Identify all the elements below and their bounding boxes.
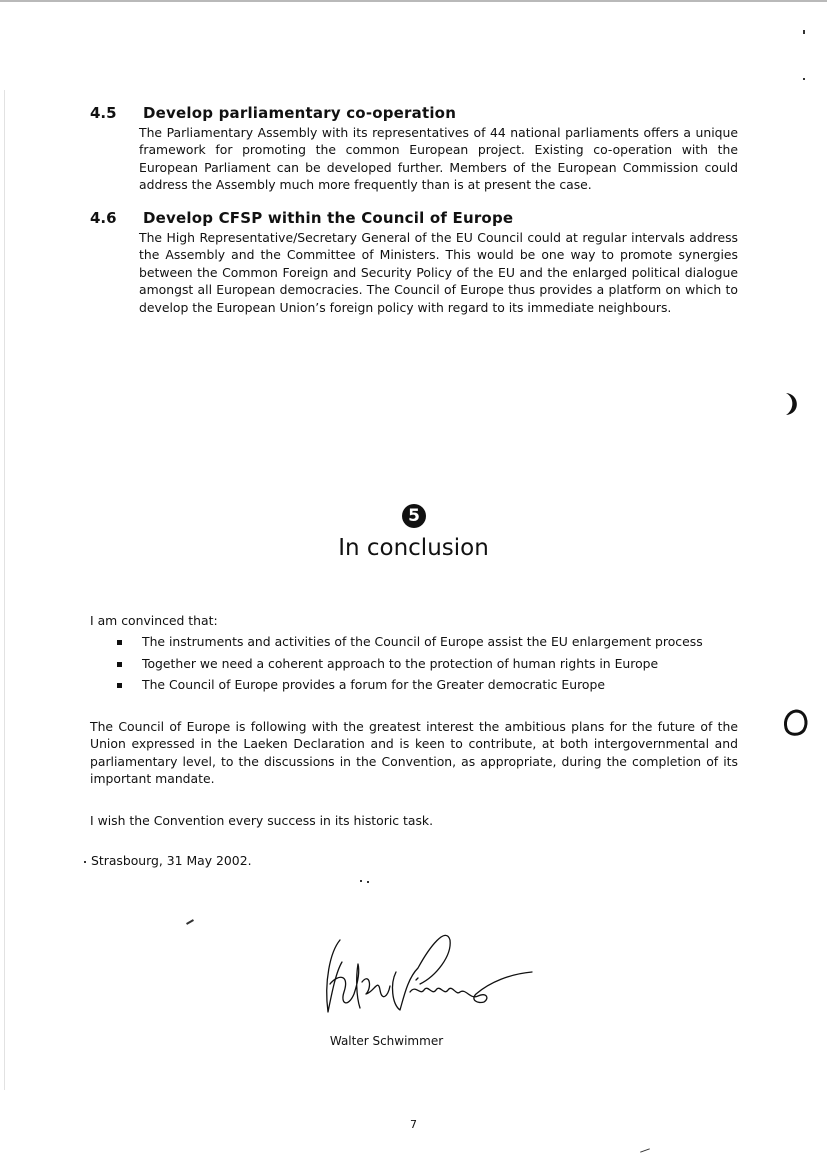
section-number: 4.6 (90, 209, 117, 227)
scan-speck (803, 78, 805, 80)
conclusion-paragraph-1: The Council of Europe is following with the greatest interest the ambitious plans for the future of the Union expressed in the Laeken Declaration and is keen to contribute, at both intergovernmental and parliamentary level, to the discussions in the Convention, as appropriate, during the completion of its important mandate. (90, 719, 738, 787)
scan-speck (360, 880, 362, 882)
handwritten-signature (300, 912, 540, 1027)
scan-speck (84, 861, 86, 863)
conclusion-paragraph-2: I wish the Convention every success in its historic task. (90, 813, 434, 828)
scan-speck (640, 1148, 650, 1152)
bullet-square-icon (117, 662, 122, 667)
conclusion-title: In conclusion (338, 535, 489, 561)
scan-speck (367, 881, 369, 883)
section-number: 4.5 (90, 104, 117, 122)
list-item (116, 655, 703, 677)
scan-speck (803, 30, 805, 34)
bullet-square-icon (117, 683, 122, 688)
section-title: Develop CFSP within the Council of Europe (143, 209, 514, 227)
signatory-name-wrapper (0, 1034, 827, 1048)
dateline: Strasbourg, 31 May 2002. (91, 853, 252, 868)
punch-hole-icon (780, 390, 804, 418)
section-body: The Parliamentary Assembly with its representatives of 44 national parliaments offers a unique framework for promoting the common European project. Existing co-operation with the European Parliament can be developed further. Members of the European Commission could address the Assembly much more frequently than is at present the case. (139, 125, 738, 193)
list-item (116, 676, 703, 698)
scan-top-edge (0, 0, 827, 2)
bullet-square-icon (117, 640, 122, 645)
section-title: Develop parliamentary co-operation (143, 104, 457, 122)
list-item-text: The Council of Europe provides a forum for the Greater democratic Europe (142, 677, 605, 692)
section-body: The High Representative/Secretary General of the EU Council could at regular intervals address the Assembly and the Committee of Ministers. This would be one way to promote synergies between the Common Foreign and Security Policy of the EU and the enlarged political dialogue amongst all European democracies. The Council of Europe thus provides a platform on which to develop the European Union’s foreign policy with regard to its immediate neighbours. (139, 230, 738, 315)
list-item (116, 633, 703, 655)
conclusion-intro: I am convinced that: (90, 613, 218, 628)
list-item-text: The instruments and activities of the Council of Europe assist the EU enlargement process (142, 634, 703, 649)
scan-left-edge (4, 90, 5, 1090)
punch-hole-icon (782, 708, 810, 738)
scan-speck (186, 919, 194, 925)
page-number: 7 (410, 1118, 417, 1131)
conclusion-number-badge: 5 (402, 504, 426, 528)
conclusion-bullet-list (116, 633, 703, 698)
signatory-name: Walter Schwimmer (329, 1034, 444, 1048)
list-item-text: Together we need a coherent approach to the protection of human rights in Europe (142, 655, 659, 671)
